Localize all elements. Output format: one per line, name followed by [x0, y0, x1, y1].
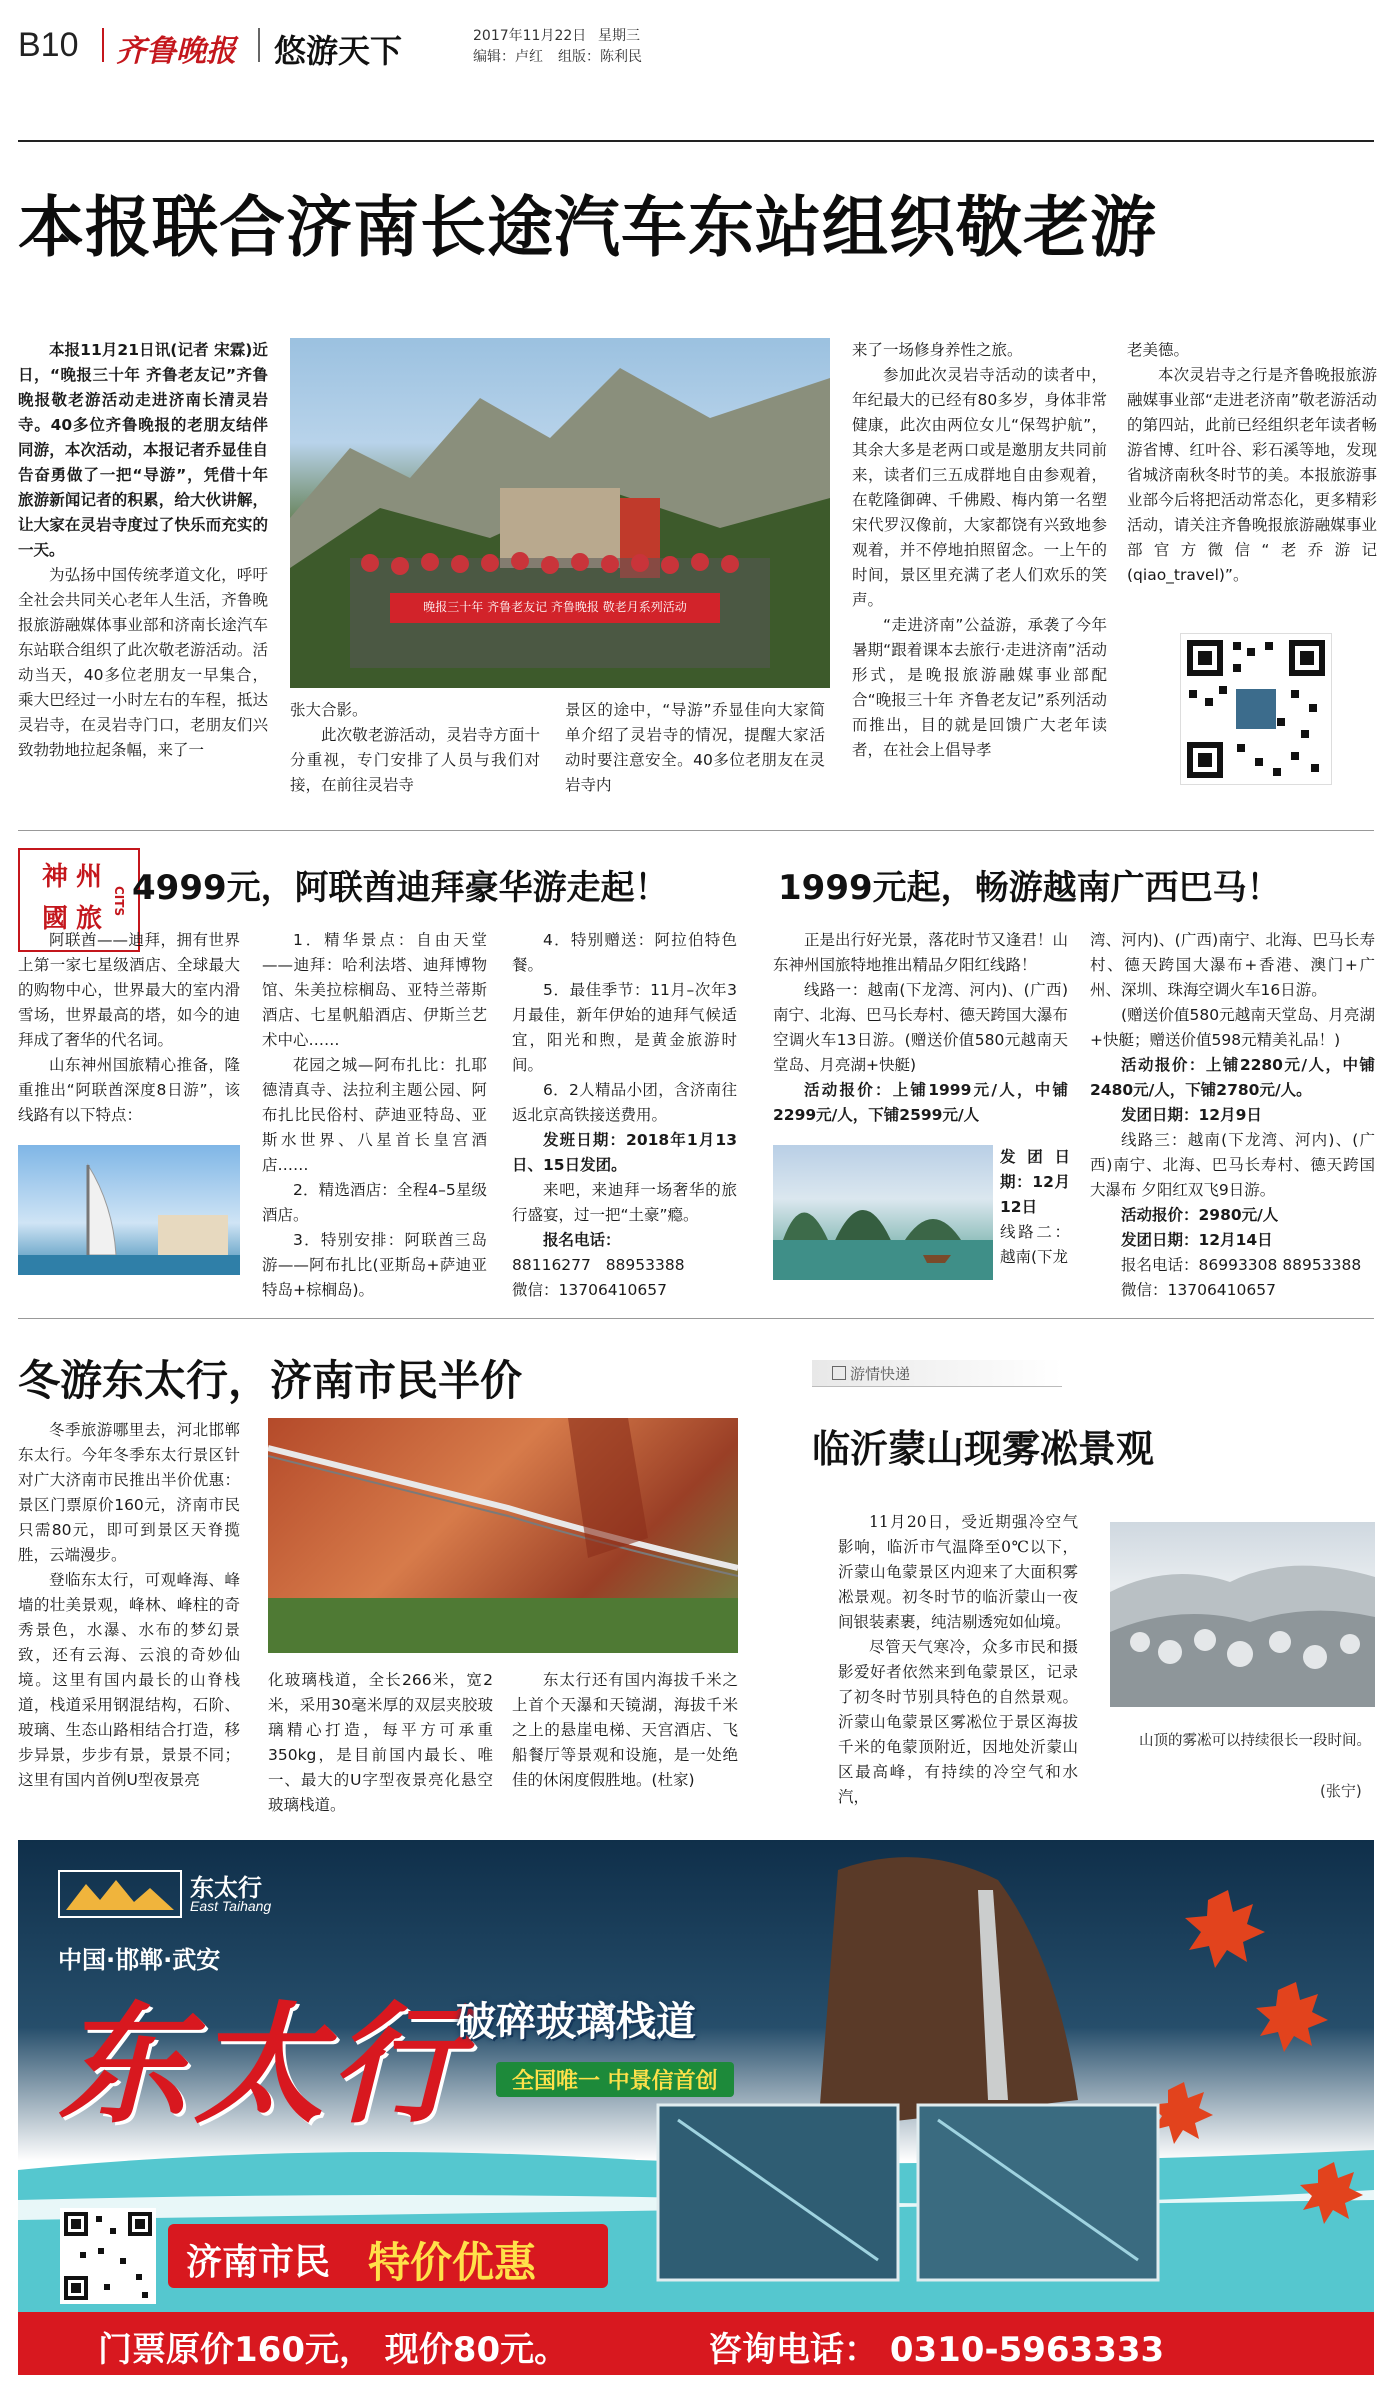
vietnam-tel: 报名电话：86993308 88953388 — [1121, 1256, 1362, 1274]
qr-code[interactable] — [1180, 633, 1332, 785]
group-photo — [290, 338, 830, 688]
lead-headline: 本报联合济南长途汽车东站组织敬老游 — [18, 189, 1157, 266]
dubai-item: 3．特别安排：阿联酋三岛游——阿布扎比(亚斯岛+萨迪亚特岛+棕榈岛)。 — [262, 1231, 487, 1299]
vietnam-column-d2 — [1000, 1145, 1070, 1270]
dubai-item: 来吧，来迪拜一场奢华的旅行盛宴，过一把“土豪”瘾。 — [512, 1181, 737, 1224]
qr-pattern — [1181, 634, 1331, 784]
dubai-item: 2．精选酒店：全程4–5星级酒店。 — [262, 1181, 487, 1224]
cliff-walkway-photo — [268, 1418, 738, 1653]
vietnam-column-d — [773, 928, 1068, 1128]
vietnam-paragraph: 湾、河内)、(广西)南宁、北海、巴马长寿村、德天跨国大瀑布+香港、澳门+广州、深圳、珠海空调火车16日游。 — [1090, 931, 1375, 999]
ad-qr-code[interactable] — [60, 2208, 156, 2304]
dubai-item: 5．最佳季节：11月–次年3月最佳，新年伊始的迪拜气候适宜，阳光和煦，是黄金旅游时间。 — [512, 981, 737, 1074]
lead-paragraph: 本次灵岩寺之行是齐鲁晚报旅游融媒事业部“走进老济南”敬老游活动的第四站，此前已经组织老年读者畅游省博、红叶谷、彩石溪等地，发现省城济南秋冬时节的美。本报旅游事业部今后将把活动常态化，更多精彩活动，请关注齐鲁晚报旅游融媒事业部官方微信“老乔游记(qiao_travel)”。 — [1127, 366, 1377, 584]
lead-column-3 — [852, 338, 1107, 763]
rime-photo — [1110, 1522, 1375, 1707]
brand-name: 东太行 — [190, 1874, 262, 1902]
logo-char: 神 — [42, 862, 69, 892]
vietnam-route: 线路二：越南(下龙 — [1000, 1223, 1070, 1266]
east-taihang-ad — [18, 1840, 1374, 2375]
dubai-departure: 发班日期：2018年1月13日、15日发团。 — [512, 1131, 737, 1174]
designer: 组版：陈利民 — [558, 49, 642, 65]
editor: 编辑：卢红 — [473, 49, 543, 65]
brand-logo — [58, 1870, 182, 1918]
taihang-paragraph: 东太行还有国内海拔千米之上首个天瀑和天镜湖，海拔千米之上的悬崖电梯、天宫酒店、飞船餐厅等景观和设施，是一处绝佳的休闲度假胜地。(杜家) — [512, 1671, 738, 1789]
dubai-column-c — [512, 928, 737, 1303]
rime-caption — [1110, 1730, 1375, 1752]
dubai-tel-label: 报名电话： — [543, 1231, 621, 1249]
news-tag-text: 游情快递 — [850, 1365, 911, 1383]
group-photo-art — [290, 338, 830, 688]
news-tag-box — [832, 1366, 846, 1380]
header-divider — [102, 28, 104, 62]
lead-paragraph: 本报11月21日讯(记者 宋霖)近日，“晚报三十年 齐鲁老友记”齐鲁晚报敬老游活动走进济南长清灵岩寺。40多位齐鲁晚报的老朋友结伴同游，本次活动，本报记者乔显佳自告奋勇做了一把“导游”，凭借十年旅游新闻记者的积累，给大伙讲解，让大家在灵岩寺度过了快乐而充实的一天。 — [18, 341, 268, 559]
lead-column-4 — [1127, 338, 1377, 588]
ticket-price: 门票原价160元， 现价80元。 — [98, 2330, 569, 2370]
taihang-paragraph: 化玻璃栈道，全长266米，宽2米，采用30毫米厚的双层夹胶玻璃精心打造，每平方可承重350kg，是目前国内最长、唯一、最大的U字型夜景亮化悬空玻璃栈道。 — [268, 1671, 493, 1814]
dubai-column-b — [262, 928, 487, 1303]
taihang-column-3 — [512, 1668, 738, 1793]
mengshan-headline: 临沂蒙山现雾凇景观 — [812, 1427, 1155, 1471]
tel-number[interactable]: 88953388 — [605, 1256, 685, 1274]
vietnam-paragraph: 线路三：越南(下龙湾、河内)、(广西)南宁、北海、巴马长寿村、德天跨国大瀑布 夕阳红双飞9日游。 — [1090, 1131, 1375, 1199]
issue-date: 2017年11月22日 — [473, 28, 587, 44]
burj-al-arab-art — [18, 1145, 240, 1275]
dubai-paragraph: 阿联酋——迪拜，拥有世界上第一家七星级酒店、全球最大的购物中心，世界最大的室内滑雪场，世界最高的塔，如今的迪拜成了奢华的代名词。 — [18, 931, 240, 1049]
photo-banner-text: 晚报三十年 齐鲁老友记 齐鲁晚报 敬老月系列活动 — [423, 600, 687, 614]
tel-number[interactable]: 88116277 — [512, 1256, 591, 1274]
logo-char: 州 — [76, 862, 103, 892]
ad-location: 中国·邯郸·武安 — [58, 1946, 221, 1974]
section-rule — [18, 1318, 1374, 1319]
dubai-photo — [18, 1145, 240, 1275]
promo-text-a: 济南市民 — [186, 2242, 331, 2283]
header-divider — [258, 28, 260, 62]
vietnam-price: 活动报价：上铺1999元/人，中铺2299元/人，下铺2599元/人 — [773, 1081, 1068, 1124]
dubai-item: 花园之城—阿布扎比：扎耶德清真寺、法拉利主题公园、阿布扎比民俗村、萨迪亚特岛、亚斯水世界、八星首长皇宫酒店…… — [262, 1056, 487, 1174]
taihang-headline: 冬游东太行，济南市民半价 — [18, 1356, 523, 1405]
ad-slogan: 全国唯一 中景信首创 — [496, 2062, 734, 2097]
glass-walkway-title: 破碎玻璃栈道 — [456, 1999, 696, 2045]
mengshan-paragraph: 尽管天气寒冷，众多市民和摄影爱好者依然来到龟蒙景区，记录了初冬时节别具特色的自然景观。沂蒙山龟蒙景区雾凇位于景区海拔千米的龟蒙顶附近，因地处沂蒙山区最高峰，有持续的冷空气和水汽， — [838, 1638, 1078, 1806]
taihang-paragraph: 登临东太行，可观峰海、峰墙的壮美景观，峰林、峰柱的奇秀景色，水瀑、水布的梦幻景致，还有云海、云浪的奇妙仙境。这里有国内最长的山脊栈道，栈道采用钢混结构，石阶、玻璃、生态山路相结合打造，移步异景，步步有景，景景不同；这里有国内首例U型夜景亮 — [18, 1571, 240, 1789]
dubai-column-a — [18, 928, 240, 1128]
lead-paragraph: 来了一场修身养性之旅。 — [852, 341, 1023, 359]
mengshan-text — [838, 1510, 1078, 1810]
taihang-paragraph: 冬季旅游哪里去，河北邯郸东太行。今年冬季东太行景区针对广大济南市民推出半价优惠：景区门票原价160元，济南市民只需80元，即可到景区天脊揽胜，云端漫步。 — [18, 1421, 240, 1564]
vietnam-paragraph: 线路一：越南(下龙湾、河内)、(广西)南宁、北海、巴马长寿村、德天跨国大瀑布空调火车13日游。(赠送价值580元越南天堂岛、月亮湖+快艇) — [773, 981, 1068, 1074]
taihang-column-1 — [18, 1418, 240, 1793]
lead-paragraph: 为弘扬中国传统孝道文化，呼吁全社会共同关心老年人生活，齐鲁晚报旅游融媒体事业部和济南长途汽车东站联合组织了此次敬老游活动。活动当天，40多位老朋友一早集合，乘大巴经过一小时左右的车程，抵达灵岩寺，在灵岩寺门口，老朋友们兴致勃勃地拉起条幅，来了一 — [18, 566, 268, 759]
cliff-walkway-art — [268, 1418, 738, 1653]
lead-paragraph: 参加此次灵岩寺活动的读者中，年纪最大的已经有80多岁，身体非常健康，此次由两位女儿“保驾护航”，其余大多是老两口或是邀朋友共同前来，读者们三五成群地自由参观着，在乾隆御碑、千佛殿、梅内第一名塑宋代罗汉像前，大家都饶有兴致地参观着，并不停地拍照留念。一上午的时间，景区里充满了老人们欢乐的笑声。 — [852, 366, 1107, 609]
vietnam-departure: 发团日期：12月14日 — [1121, 1231, 1273, 1249]
price-bar — [18, 2312, 1374, 2375]
vietnam-paragraph: 正是出行好光景，落花时节又逢君！山东神州国旅特地推出精品夕阳红线路！ — [773, 931, 1068, 974]
vietnam-departure: 发团日期：12月12日 — [1000, 1148, 1070, 1216]
brand-name-en: East Taihang — [190, 1898, 272, 1914]
ad-qr-pattern — [60, 2208, 156, 2304]
news-tag — [812, 1360, 1062, 1387]
rime-caption-text: 山顶的雾凇可以持续很长一段时间。 — [1139, 1733, 1371, 1749]
header-rule — [18, 140, 1374, 142]
vietnam-price: 活动报价：2980元/人 — [1121, 1206, 1279, 1224]
page-number: B10 — [18, 26, 79, 64]
halong-bay-art — [773, 1145, 993, 1280]
logo-char: 旅 — [76, 904, 103, 934]
dubai-headline: 4999元，阿联酋迪拜豪华游走起！ — [132, 868, 669, 908]
ad-big-title: 东太行 — [58, 1988, 467, 2141]
issue-weekday: 星期三 — [598, 28, 640, 44]
paper-name: 齐鲁晚报 — [116, 34, 236, 69]
mengshan-author: (张宁) — [1320, 1782, 1362, 1800]
dubai-item: 1．精华景点：自由天堂——迪拜：哈利法塔、迪拜博物馆、朱美拉棕榈岛、亚特兰蒂斯酒店、七星帆船酒店、伊斯兰艺术中心…… — [262, 931, 487, 1049]
section-title: 悠游天下 — [274, 32, 403, 70]
promo-banner — [168, 2224, 608, 2288]
vietnam-paragraph: (赠送价值580元越南天堂岛、月亮湖+快艇；赠送价值598元精美礼品！) — [1090, 1006, 1375, 1049]
lead-under-photo-b — [565, 698, 825, 798]
vietnam-price: 活动报价：上铺2280元/人，中铺2480元/人，下铺2780元/人。 — [1090, 1056, 1375, 1099]
vietnam-headline: 1999元起，畅游越南广西巴马！ — [778, 868, 1281, 908]
lead-column-1 — [18, 338, 268, 763]
taihang-column-2 — [268, 1668, 493, 1818]
section-rule — [18, 830, 1374, 831]
lead-under-photo-a — [290, 698, 540, 798]
lead-paragraph: “走进济南”公益游，承袭了今年暑期“跟着课本去旅行·走进济南”活动形式，是晚报旅游融媒事业部配合“晚报三十年 齐鲁老友记”系列活动而推出，目的就是回馈广大老年读者，在社会上倡导孝 — [852, 616, 1107, 759]
page-header — [18, 22, 1374, 68]
vietnam-departure: 发团日期：12月9日 — [1121, 1106, 1262, 1124]
mountain-logo-icon — [60, 1872, 180, 1916]
dubai-paragraph: 山东神州国旅精心推备，隆重推出“阿联酋深度8日游”，该线路有以下特点： — [18, 1056, 240, 1124]
vietnam-wechat: 微信：13706410657 — [1121, 1281, 1276, 1299]
lead-paragraph: 景区的途中，“导游”乔显佳向大家简单介绍了灵岩寺的情况，提醒大家活动时要注意安全。40多位老朋友在灵岩寺内 — [565, 701, 825, 794]
lead-paragraph: 此次敬老游活动，灵岩寺方面十分重视，专门安排了人员与我们对接，在前往灵岩寺 — [290, 726, 540, 794]
logo-char: 國 — [42, 904, 69, 934]
mengshan-paragraph: 11月20日，受近期强冷空气影响，临沂市气温降至0℃以下，沂蒙山龟蒙景区内迎来了大面积雾凇景观。初冬时节的临沂蒙山一夜间银装素裹，纯洁剔透宛如仙境。 — [838, 1513, 1078, 1631]
halong-photo — [773, 1145, 993, 1280]
logo-side-text: CITS — [112, 886, 126, 917]
dubai-tel — [512, 1253, 737, 1278]
dubai-item: 6．2人精品小团，含济南往返北京高铁接送费用。 — [512, 1081, 737, 1124]
ad-phone[interactable]: 咨询电话： 0310-5963333 — [708, 2330, 1165, 2370]
vietnam-column-e — [1090, 928, 1375, 1303]
dubai-item: 4．特别赠送：阿拉伯特色餐。 — [512, 931, 737, 974]
lead-paragraph: 张大合影。 — [290, 701, 368, 719]
promo-text-b: 特价优惠 — [368, 2238, 537, 2287]
lead-paragraph: 老美德。 — [1127, 341, 1190, 359]
rime-mountain-art — [1110, 1522, 1375, 1707]
dubai-wechat: 微信：13706410657 — [512, 1281, 667, 1299]
